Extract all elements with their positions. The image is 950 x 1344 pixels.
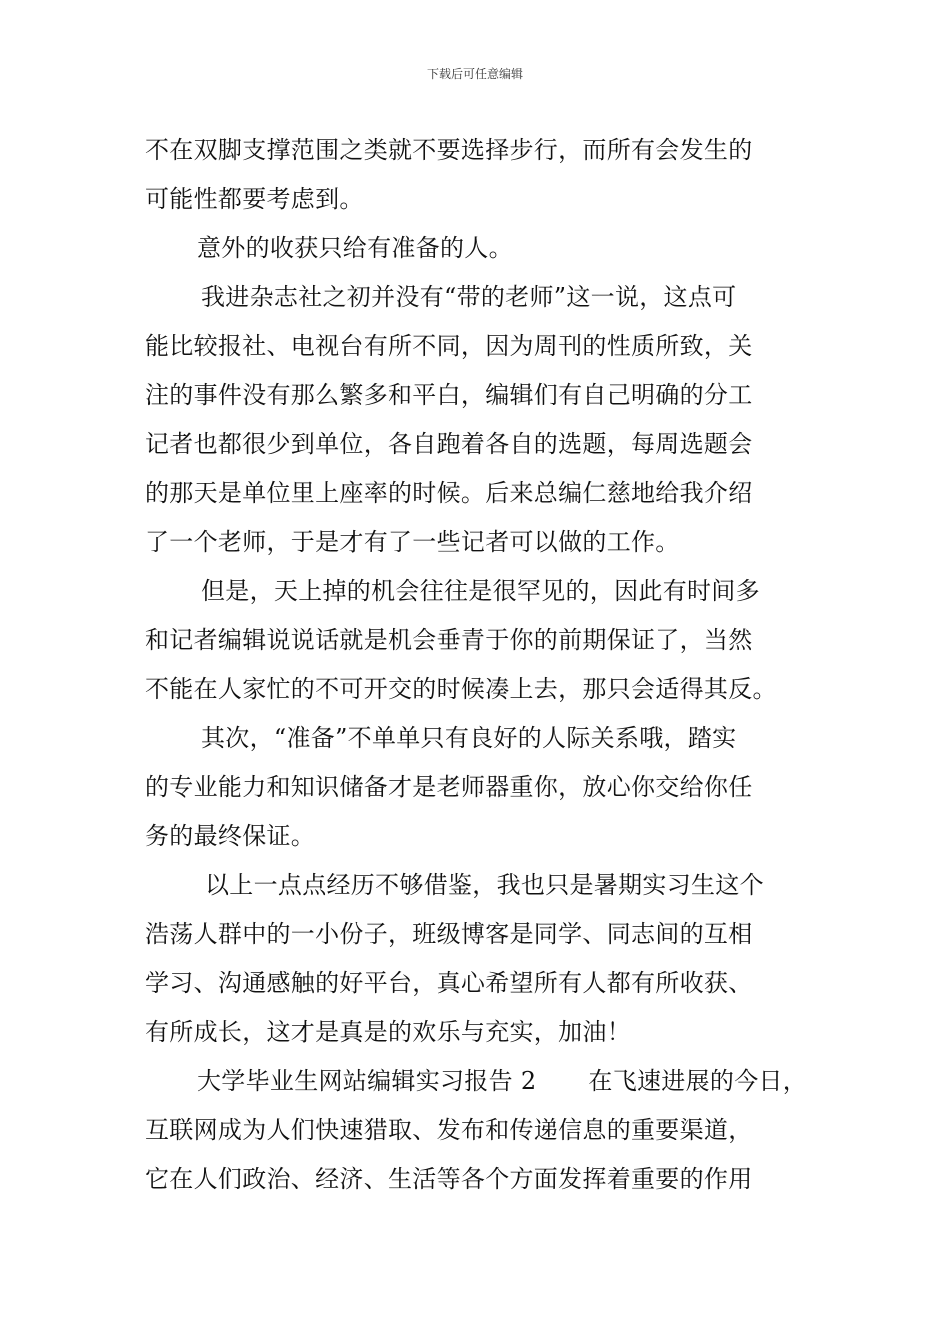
page-header: 下载后可任意编辑 [426, 67, 523, 81]
paragraph-line: 我进杂志社之初并没有“带的老师”这一说，这点可 [201, 283, 737, 311]
report-intro: 在飞速进展的今日， [588, 1067, 808, 1095]
text-line: 有所成长，这才是真是的欢乐与充实，加油！ [145, 1018, 631, 1046]
paragraph-line: 其次，“准备”不单单只有良好的人际关系哦，踏实 [201, 724, 737, 752]
paragraph-line: 意外的收获只给有准备的人。 [197, 234, 513, 262]
text-line: 可能性都要考虑到。 [145, 185, 364, 213]
paragraph-line: 但是，天上掉的机会往往是很罕见的，因此有时间多 [201, 577, 760, 605]
text-line: 和记者编辑说说话就是机会垂青于你的前期保证了，当然 [145, 626, 753, 654]
document-body [145, 126, 815, 1204]
paragraph-line: 以上一点点经历不够借鉴，我也只是暑期实习生这个 [205, 871, 764, 899]
text-line: 互联网成为人们快速猎取、发布和传递信息的重要渠道， [145, 1116, 753, 1144]
text-line: 的那天是单位里上座率的时候。后来总编仁慈地给我介绍 [145, 479, 753, 507]
text-line: 能比较报社、电视台有所不同，因为周刊的性质所致，关 [145, 332, 753, 360]
text-line: 了一个老师，于是才有了一些记者可以做的工作。 [145, 528, 680, 556]
text-line: 的专业能力和知识储备才是老师器重你，放心你交给你任 [145, 773, 753, 801]
text-line: 记者也都很少到单位，各自跑着各自的选题，每周选题会 [145, 430, 753, 458]
report-title: 大学毕业生网站编辑实习报告 2 [197, 1067, 537, 1095]
text-line: 浩荡人群中的一小份子，班级博客是同学、同志间的互相 [145, 920, 753, 948]
text-line: 不能在人家忙的不可开交的时候凑上去，那只会适得其反。 [145, 675, 777, 703]
text-line: 注的事件没有那么繁多和平白，编辑们有自己明确的分工 [145, 381, 753, 409]
text-line: 务的最终保证。 [145, 822, 316, 850]
text-line: 不在双脚支撑范围之类就不要选择步行，而所有会发生的 [145, 136, 753, 164]
report-title-line [145, 1057, 815, 1106]
text-line: 学习、沟通感触的好平台，真心希望所有人都有所收获、 [145, 969, 753, 997]
text-line: 它在人们政治、经济、生活等各个方面发挥着重要的作用 [145, 1165, 753, 1193]
